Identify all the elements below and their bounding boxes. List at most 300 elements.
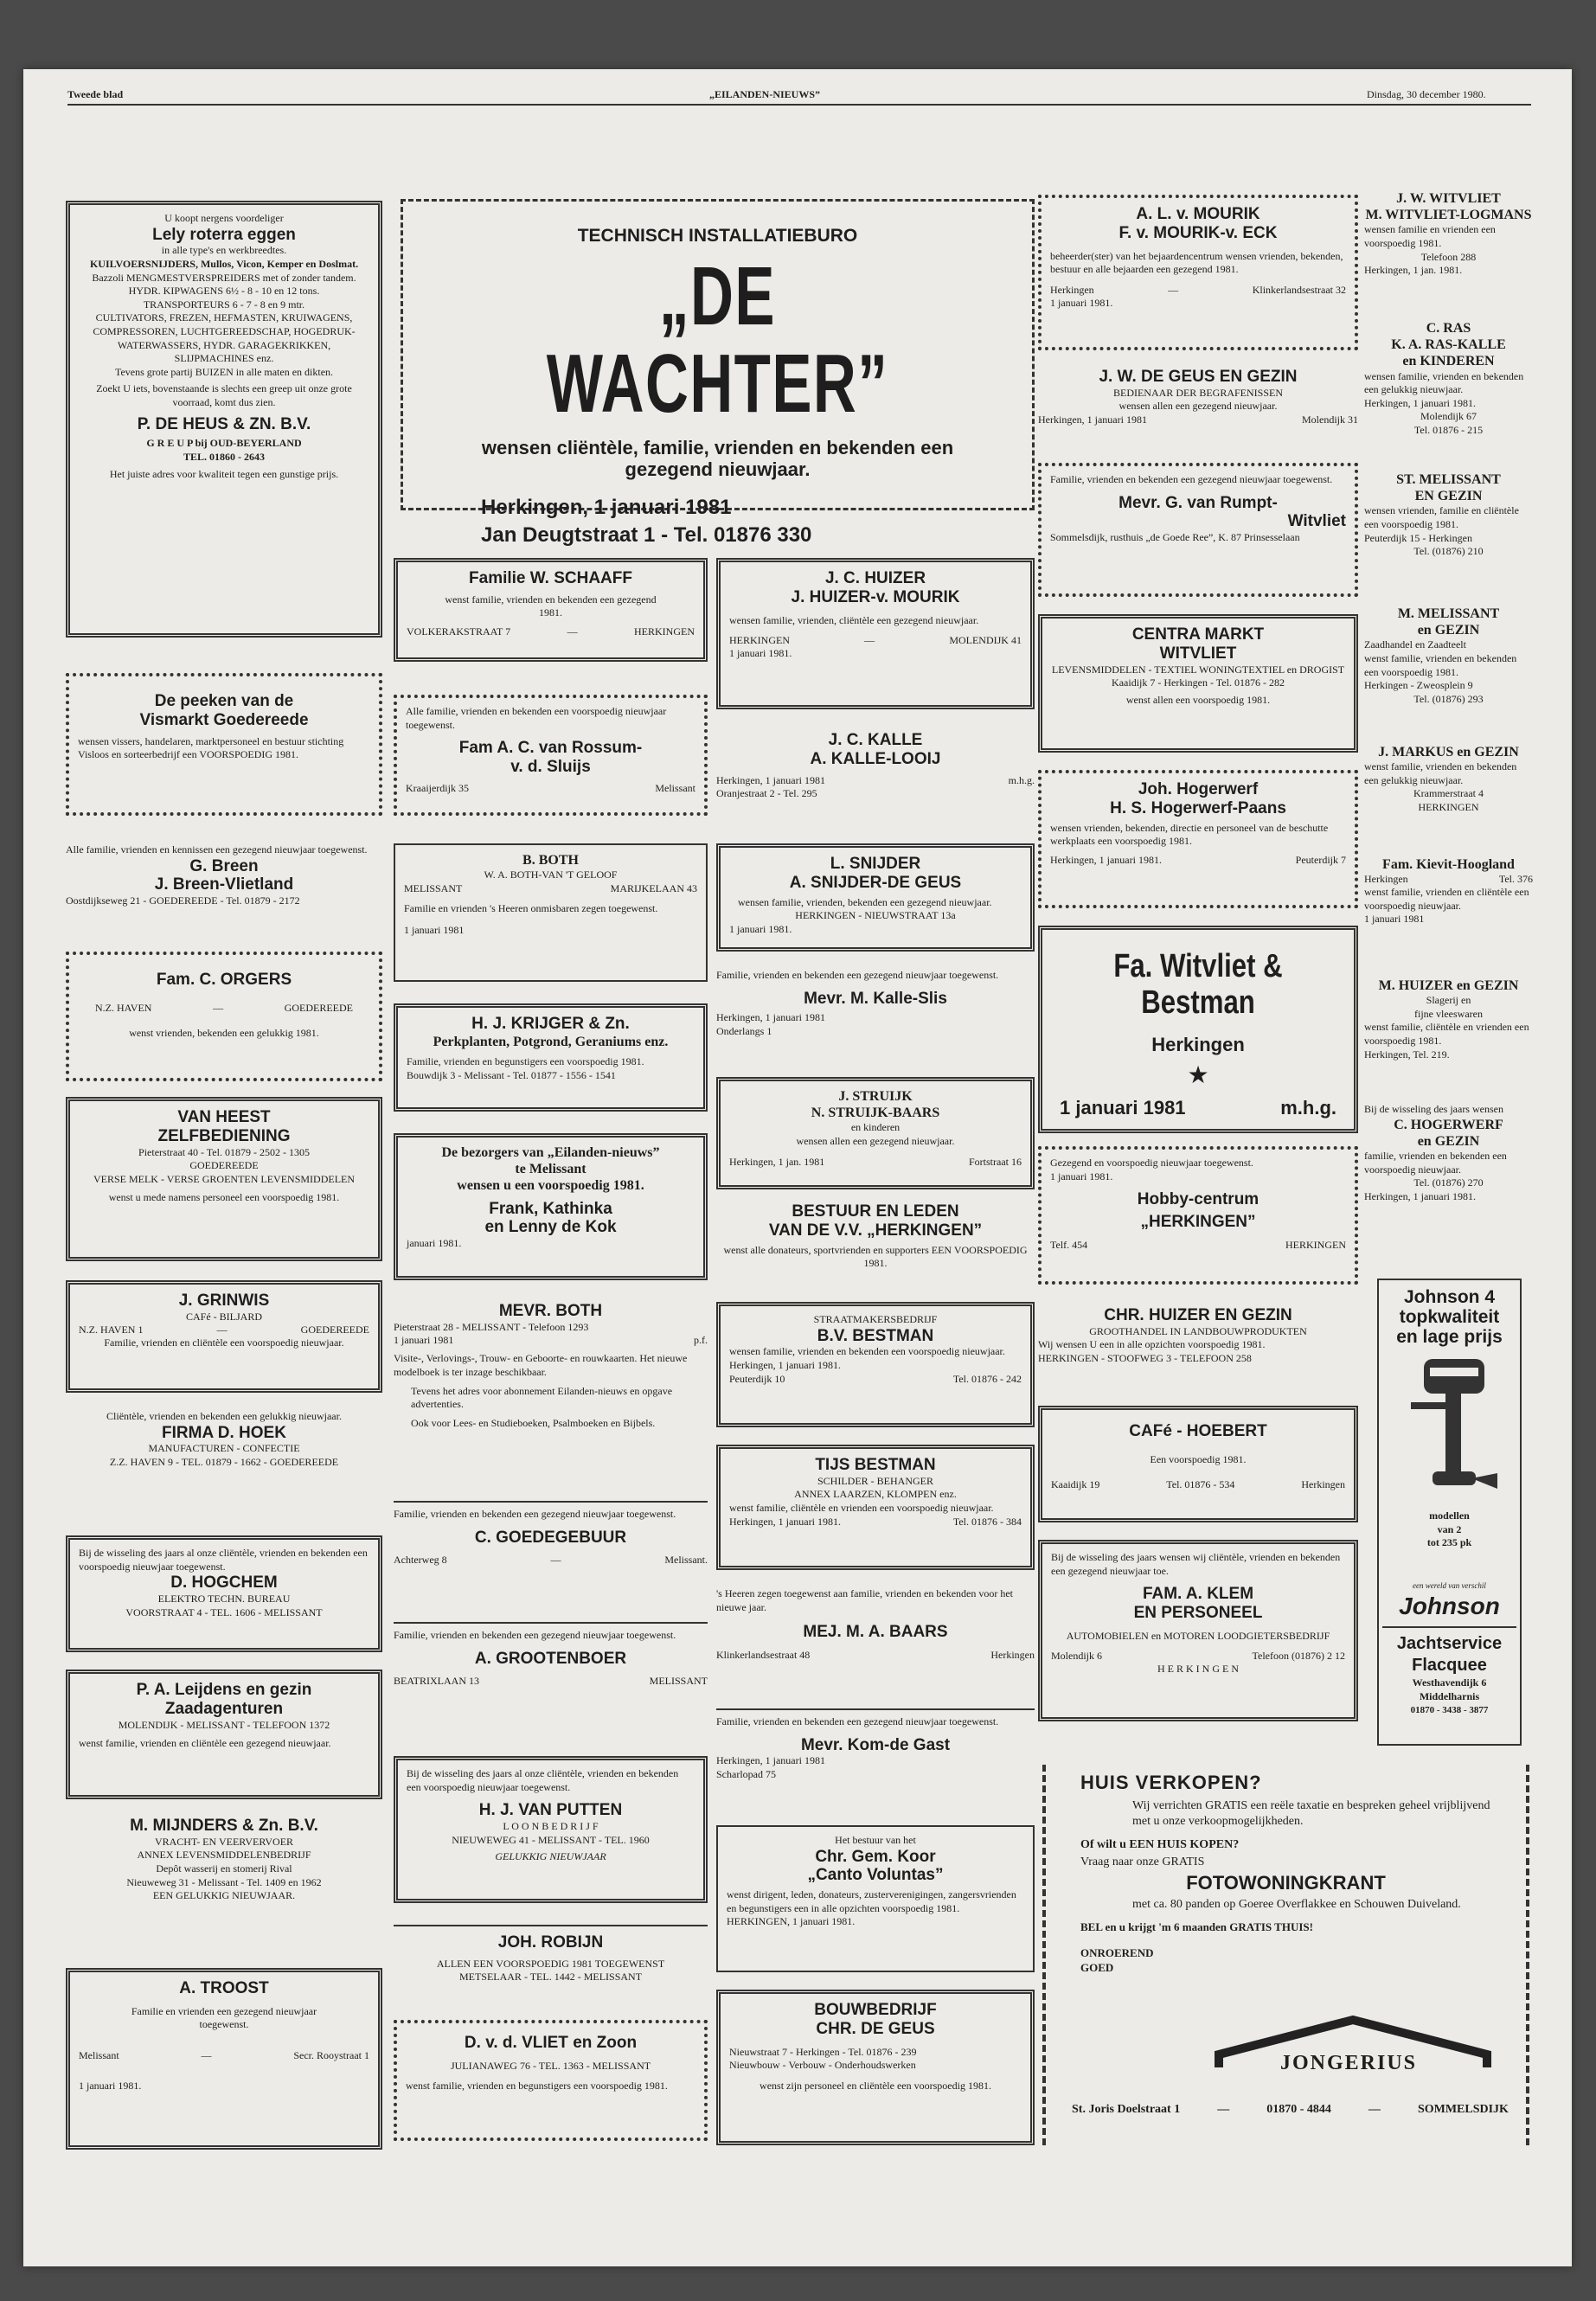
- ad-phone: Tel. 01876 - 215: [1413, 423, 1484, 436]
- ad-address: Peuterdijk 10: [729, 1372, 785, 1385]
- ad-title: en KINDEREN: [1402, 354, 1495, 369]
- ad-text: wensen allen een gezegend nieuwjaar.: [796, 1134, 955, 1147]
- ad-text: Visite-, Verlovings-, Trouw- en Geboorte- en rouwkaarten. Het nieuwe modelboek is ter inzage beschikbaar.: [394, 1352, 688, 1379]
- ad-title: M. MIJNDERS & Zn. B.V.: [130, 1817, 318, 1835]
- ad-text: wensen familie, vrienden, bekenden een gezegend nieuwjaar.: [738, 895, 992, 908]
- ad-date: 1 januari 1981: [394, 1334, 454, 1347]
- ad-title: K. A. RAS-KALLE: [1391, 337, 1506, 353]
- ad-title: Vismarkt Goedereede: [139, 710, 309, 729]
- ad-orgers: Fam. C. ORGERS N.Z. HAVEN — GOEDEREEDE wenst vrienden, bekenden een gelukkig 1981.: [66, 952, 382, 1081]
- ad-place: MELISSANT: [404, 881, 463, 894]
- ad-text: tot 235 pk: [1426, 1536, 1472, 1549]
- ad-text: Nieuwbouw - Verbouw - Onderhoudswerken: [729, 2059, 916, 2072]
- ad-peeken: [66, 673, 382, 816]
- ad-m-huizer: [1364, 977, 1533, 1081]
- ad-address: Z.Z. HAVEN 9 - TEL. 01879 - 1662 - GOEDEREEDE: [109, 1456, 339, 1469]
- ad-company: Flacquee: [1412, 1656, 1487, 1676]
- ad-title: „HERKINGEN”: [1140, 1213, 1256, 1232]
- ad-text: Wij verrichten GRATIS een reële taxatie en bespreken geheel vrijblijvend met u onze verkoopmogelijkheden.: [1132, 1799, 1490, 1829]
- ad-title: Chr. Gem. Koor: [815, 1847, 936, 1866]
- ad-johnson: [1377, 1279, 1522, 1746]
- ad-title: H. J. KRIJGER & Zn.: [471, 1015, 630, 1033]
- ad-place: GOEDEREEDE: [189, 1159, 259, 1172]
- ad-title: en Lenny de Kok: [484, 1218, 617, 1237]
- ad-title: v. d. Sluijs: [510, 758, 591, 777]
- ad-title: J. GRINWIS: [178, 1292, 270, 1310]
- ad-text: VRACHT- EN VEERVERVOER: [154, 1835, 294, 1848]
- ad-text: en kinderen: [850, 1121, 901, 1134]
- ad-text: Bij de wisseling des jaars al onze cliëntèle, vrienden en bekenden een voorspoedig nieuwjaar toegewenst.: [407, 1767, 679, 1793]
- ad-title: CENTRA MARKT: [1131, 625, 1265, 644]
- ad-robijn: [394, 1925, 708, 2003]
- ad-title: EN PERSONEEL: [1133, 1604, 1263, 1623]
- ad-klem: [1038, 1540, 1358, 1721]
- ad-text: wenst dirigent, leden, donateurs, zusterverenigingen, zangersvrienden en begunstigers een in alle opzichten voorspoedig 1981.: [727, 1888, 1016, 1914]
- ad-title: M. HUIZER en GEZIN: [1378, 978, 1519, 993]
- ad-place: Melissant: [79, 2049, 119, 2062]
- ad-title: JOH. ROBIJN: [497, 1933, 604, 1952]
- ad-kalle-slis: [716, 969, 1035, 1077]
- ad-text: GELUKKIG NIEUWJAAR: [495, 1850, 606, 1863]
- ad-address: Jan Deugtstraat 1 - Tel. 01876 330: [481, 522, 812, 547]
- ad-address: Kaaidijk 19: [1051, 1478, 1100, 1491]
- ad-title: M. WITVLIET-LOGMANS: [1365, 208, 1532, 223]
- outboard-motor-icon: [1385, 1350, 1515, 1506]
- ad-place: Middelharnis: [1419, 1689, 1480, 1702]
- ad-title: Fam. Kievit-Hoogland: [1382, 857, 1515, 872]
- ad-text: Of wilt u EEN HUIS KOPEN?: [1080, 1837, 1240, 1851]
- ad-text: wensen u een voorspoedig 1981.: [457, 1178, 644, 1194]
- ad-subtitle: L O O N B E D R I J F: [503, 1820, 599, 1833]
- ad-breen: [66, 843, 382, 939]
- ad-grootenboer: [394, 1622, 708, 1721]
- ad-title: Zaadagenturen: [164, 1699, 284, 1718]
- ad-date: Herkingen, 1 januari 1981.: [729, 1515, 841, 1528]
- ad-text: 's Heeren zegen toegewenst aan familie, vrienden en bekenden voor het nieuwe jaar.: [716, 1587, 1014, 1613]
- ad-markus: [1364, 744, 1533, 843]
- ad-place: HERKINGEN: [634, 625, 695, 638]
- ad-address: MOLENDIJK - MELISSANT - TELEFOON 1372: [118, 1718, 330, 1731]
- ad-title: VAN HEEST: [177, 1108, 271, 1126]
- ad-place: Herkingen: [1364, 873, 1408, 886]
- ad-address: METSELAAR - TEL. 1442 - MELISSANT: [458, 1971, 643, 1984]
- ad-place: Herkingen: [1050, 283, 1094, 296]
- ad-text: Familie, vrienden en bekenden een gezegend nieuwjaar toegewenst.: [394, 1629, 676, 1641]
- ad-kievit: [1364, 856, 1533, 960]
- ad-phone: Tel. (01876) 210: [1413, 545, 1484, 558]
- ad-date: 1 januari 1981: [404, 924, 465, 937]
- ad-title: Hobby-centrum: [1137, 1190, 1259, 1209]
- ad-title: Fa. Witvliet & Bestman: [1113, 948, 1283, 1021]
- ad-title: en GEZIN: [1417, 1133, 1480, 1149]
- ad-both: [394, 843, 708, 982]
- ad-title: C. RAS: [1426, 321, 1471, 336]
- ad-huizer: J. C. HUIZER J. HUIZER-v. MOURIK wensen familie, vrienden, cliëntèle een gezegend nieuwjaar. HERKINGEN — MOLENDIJK 41 1 januari 1981.: [716, 558, 1035, 709]
- ad-text: ANNEX LAARZEN, KLOMPEN enz.: [794, 1488, 957, 1501]
- ad-place: H E R K I N G E N: [1157, 1663, 1239, 1676]
- ad-jw-witvliet: [1364, 190, 1533, 303]
- ad-title: N. STRUIJK-BAARS: [811, 1106, 940, 1121]
- ad-title: Fam. C. ORGERS: [156, 971, 292, 989]
- ad-title: VAN DE V.V. „HERKINGEN”: [768, 1221, 983, 1240]
- ad-text: wenst familie, vrienden en cliëntèle een voorspoedig nieuwjaar.: [1364, 886, 1529, 912]
- ad-title: Joh. Hogerwerf: [1138, 780, 1259, 798]
- ad-text: Wij wensen U een in alle opzichten voorspoedig 1981.: [1038, 1338, 1266, 1351]
- ad-title: Frank, Kathinka: [489, 1199, 612, 1218]
- ad-address: Herkingen - Zweosplein 9: [1364, 679, 1473, 692]
- ad-place: Herkingen: [1301, 1478, 1345, 1491]
- ad-phone: Tel. 01876 - 242: [952, 1372, 1022, 1385]
- ad-date: Herkingen, 1 januari 1981.: [1364, 396, 1476, 409]
- ad-place: GOEDEREEDE: [300, 1324, 369, 1336]
- ad-title: BOUWBEDRIJF: [814, 2001, 937, 2019]
- ad-lely-roterra: [66, 201, 382, 638]
- ad-title: A. KALLE-LOOIJ: [810, 749, 941, 768]
- ad-text: wenst vrienden, bekenden een gelukkig 1981.: [129, 1026, 319, 1039]
- ad-chr-huizer: [1038, 1306, 1358, 1393]
- ad-text: Familie en vrienden een gezegend nieuwjaar toegewenst.: [131, 2004, 317, 2031]
- ad-snijder: [716, 843, 1035, 952]
- ad-van-heest: [66, 1097, 382, 1261]
- ad-address: JULIANAWEG 76 - TEL. 1363 - MELISSANT: [450, 2059, 651, 2072]
- ad-title: J. STRUIJK: [838, 1089, 913, 1104]
- ad-title: L. SNIJDER: [830, 855, 921, 873]
- ad-title: EN GEZIN: [1414, 489, 1483, 504]
- ad-date: Herkingen, 1 januari 1981: [1038, 413, 1147, 426]
- ad-text: in alle type's en werkbreedtes.: [161, 244, 287, 257]
- ad-text: CULTIVATORS, FREZEN, HEFMASTEN, KRUIWAGENS, COMPRESSOREN, LUCHTGEREEDSCHAP, HOGEDRUK-WATERWASSERS, HYDR. GARAGEKRIKKEN, SLIJPMACHINES enz.: [93, 311, 356, 365]
- ad-address: Molendijk 6: [1051, 1650, 1102, 1663]
- ad-text: Een voorspoedig 1981.: [1150, 1452, 1247, 1465]
- ad-title: A. TROOST: [179, 1979, 269, 1997]
- ad-subtitle: STRAATMAKERSBEDRIJF: [813, 1313, 938, 1325]
- ad-text: Familie, vrienden en bekenden een gezegend nieuwjaar toegewenst.: [394, 1508, 676, 1520]
- ad-slogan: een wereld van verschil: [1413, 1581, 1486, 1591]
- ad-subtitle: SCHILDER - BEHANGER: [817, 1474, 933, 1487]
- ad-address: Nieuweweg 31 - Melissant - Tel. 1409 en 1962: [126, 1875, 322, 1888]
- ad-phone: Tel. 01876 - 534: [1166, 1478, 1235, 1491]
- ad-van-rossum: [394, 695, 708, 816]
- ad-title: G. Breen: [189, 856, 259, 875]
- ad-grinwis: J. GRINWIS CAFé - BILJARD N.Z. HAVEN 1 — GOEDEREEDE Familie, vrienden en cliëntèle een voorspoedig nieuwjaar.: [66, 1280, 382, 1393]
- ad-title: MEVR. BOTH: [498, 1302, 603, 1320]
- ad-text: met ca. 80 panden op Goeree Overflakkee en Schouwen Duiveland.: [1132, 1898, 1461, 1912]
- ad-text: familie, vrienden en bekenden een voorspoedig nieuwjaar.: [1364, 1149, 1507, 1176]
- ad-text: Bij de wisseling des jaars al onze cliëntèle, vrienden en bekenden een voorspoedig nieuwjaar toegewenst.: [79, 1547, 368, 1573]
- ad-address: Oranjestraat 2 - Tel. 295: [716, 786, 817, 799]
- ad-van-rumpt: [1038, 463, 1358, 597]
- ad-text: wensen allen een gezegend nieuwjaar.: [1118, 400, 1278, 413]
- ad-phone: Tel. 01876 - 384: [952, 1515, 1022, 1528]
- ad-hogchem: [66, 1535, 382, 1652]
- ad-text: wensen cliëntèle, familie, vrienden en bekenden een gezegend nieuwjaar.: [481, 436, 954, 481]
- ad-struijk: [716, 1077, 1035, 1189]
- ad-date: Herkingen, 1 jan. 1981: [729, 1155, 825, 1168]
- ad-title: J. W. DE GEUS EN GEZIN: [1099, 368, 1298, 386]
- ad-date: 1 januari 1981.: [79, 2080, 142, 2093]
- ad-title: CHR. HUIZER EN GEZIN: [1104, 1306, 1292, 1324]
- ad-title: MEJ. M. A. BAARS: [803, 1623, 948, 1642]
- ad-title: J. Breen-Vlietland: [154, 875, 294, 894]
- ad-text: BEL en u krijgt 'm 6 maanden GRATIS THUIS!: [1080, 1920, 1313, 1933]
- ad-text: wenst zijn personeel en cliëntèle een voorspoedig 1981.: [760, 2079, 991, 2092]
- ad-text: Familie, vrienden en bekenden een gezegend nieuwjaar toegewenst.: [716, 1715, 999, 1727]
- ad-title: „Canto Voluntas”: [807, 1866, 944, 1885]
- ad-title: topkwaliteit: [1399, 1307, 1500, 1328]
- ad-text: Tevens grote partij BUIZEN in alle maten en dikten.: [114, 365, 334, 378]
- ad-date: Herkingen, 1 januari 1981: [716, 1754, 825, 1767]
- ad-text: Gezegend en voorspoedig nieuwjaar toegewenst.: [1050, 1157, 1253, 1169]
- ad-address: St. Joris Doelstraat 1: [1072, 2103, 1181, 2116]
- ad-title: A. SNIJDER-DE GEUS: [789, 873, 962, 892]
- ad-address: Oostdijkseweg 21 - GOEDEREEDE - Tel. 01879 - 2172: [66, 894, 300, 907]
- ad-address: BEATRIXLAAN 13: [394, 1675, 479, 1688]
- ad-van-putten: [394, 1756, 708, 1903]
- ad-phone: Pieterstraat 40 - Tel. 01879 - 2502 - 1305: [138, 1145, 310, 1158]
- ad-title: C. GOEDEGEBUUR: [474, 1528, 627, 1547]
- ad-phone: Telefoon 288: [1420, 250, 1477, 263]
- ad-address: N.Z. HAVEN 1: [79, 1324, 144, 1336]
- ad-text: wensen familie, vrienden en bekenden een voorspoedig nieuwjaar.: [729, 1345, 1005, 1358]
- ad-subtitle: TECHNISCH INSTALLATIEBURO: [577, 226, 858, 246]
- ad-st-melissant: [1364, 471, 1533, 593]
- ad-address: Klinkerlandsestraat 32: [1252, 283, 1346, 296]
- ad-text: G R E U P bij OUD-BEYERLAND: [146, 437, 302, 450]
- ad-text: wenst alle donateurs, sportvrienden en supporters EEN VOORSPOEDIG 1981.: [723, 1243, 1028, 1270]
- ad-title: Mevr. M. Kalle-Slis: [804, 989, 947, 1008]
- header-rule: [67, 104, 1531, 106]
- ad-text: Familie, vrienden en bekenden een gezegend nieuwjaar toegewenst.: [1050, 473, 1333, 485]
- ad-text: wenst u mede namens personeel een voorspoedig 1981.: [108, 1191, 340, 1204]
- ad-address: Molendijk 67: [1420, 410, 1477, 423]
- ad-title: WITVLIET: [1159, 644, 1237, 663]
- ad-date: Herkingen, 1 januari 1981: [716, 773, 825, 786]
- ad-phone: Tel. (01876) 270: [1413, 1176, 1484, 1189]
- ad-title: FAM. A. KLEM: [1142, 1585, 1254, 1604]
- ad-krijger: [394, 1003, 708, 1112]
- ad-text: Bazzoli MENGMESTVERSPREIDERS met of zonder tandem.: [92, 271, 356, 284]
- ad-title: „DE WACHTER”: [546, 250, 889, 430]
- ad-text: wenst familie, vrienden en begunstigers een voorspoedig 1981.: [406, 2080, 668, 2093]
- ad-text: EEN GELUKKIG NIEUWJAAR.: [152, 1889, 296, 1902]
- ad-text: Familie, vrienden en bekenden een gezegend nieuwjaar toegewenst.: [716, 969, 999, 981]
- ad-title: en lage prijs: [1396, 1327, 1503, 1348]
- ad-address: HERKINGEN - NIEUWSTRAAT 13a: [795, 909, 956, 922]
- ad-phone: 01870 - 4844: [1266, 2103, 1331, 2116]
- ad-address: Onderlangs 1: [716, 1025, 772, 1038]
- ad-text: U koopt nergens voordeliger: [164, 212, 284, 224]
- ad-text: wensen familie en vrienden een voorspoedig 1981.: [1364, 223, 1496, 249]
- ad-chr-de-geus: [716, 1990, 1035, 2145]
- ad-text: wenst allen een voorspoedig 1981.: [1125, 693, 1271, 706]
- ad-subtitle: Perkplanten, Potgrond, Geraniums enz.: [433, 1034, 669, 1049]
- ad-company: P. DE HEUS & ZN. B.V.: [137, 414, 311, 433]
- ad-place: GOEDEREEDE: [284, 1001, 353, 1014]
- ad-date: 1 januari 1981.: [1050, 1170, 1113, 1183]
- ad-text: wenst familie, cliëntèle en vrienden een voorspoedig nieuwjaar.: [729, 1502, 994, 1515]
- ad-text: wenst familie, vrienden en cliëntèle een gezegend nieuwjaar.: [79, 1737, 331, 1750]
- ad-tijs-bestman: [716, 1445, 1035, 1570]
- ad-text: Zaadhandel en Zaadteelt: [1364, 638, 1466, 651]
- ad-title: Mevr. G. van Rumpt-: [1118, 493, 1278, 512]
- ad-address: MOLENDIJK 41: [949, 634, 1022, 647]
- ad-vv-herkingen: [716, 1202, 1035, 1298]
- ad-hogerwerf: [1038, 770, 1358, 908]
- ad-title: A. GROOTENBOER: [474, 1649, 627, 1668]
- ad-text: modellen: [1429, 1509, 1470, 1522]
- ad-title: Fam A. C. van Rossum-: [458, 739, 643, 758]
- ad-address: Kraaijerdijk 35: [406, 781, 469, 794]
- ad-kom-de-gast: [716, 1708, 1035, 1808]
- ad-text: Alle familie, vrienden en kennissen een gezegend nieuwjaar toegewenst.: [66, 843, 368, 856]
- ad-troost: A. TROOST Familie en vrienden een gezegend nieuwjaar toegewenst. Melissant — Secr. Rooystraat 1 1 januari 1981.: [66, 1968, 382, 2150]
- newspaper-name: „EILANDEN-NIEUWS”: [709, 88, 821, 100]
- ad-place: Herkingen: [990, 1649, 1035, 1662]
- ad-date: 1 januari 1981.: [729, 922, 792, 935]
- ad-text: p.f.: [694, 1334, 708, 1347]
- ad-subtitle: GROOTHANDEL IN LANDBOUWPRODUKTEN: [1089, 1324, 1307, 1337]
- ad-date: Herkingen, 1 jan. 1981.: [1364, 264, 1463, 277]
- ad-title: C. HOGERWERF: [1394, 1117, 1503, 1132]
- ad-title: J. C. KALLE: [828, 731, 923, 749]
- ad-witvliet-bestman: [1038, 926, 1358, 1133]
- ad-c-hogerwerf: [1364, 1103, 1533, 1233]
- ad-address: Fortstraat 16: [969, 1155, 1022, 1168]
- ad-text: Zoekt U iets, bovenstaande is slechts een greep uit onze grote voorraad, komt dus zien.: [96, 382, 352, 408]
- ad-address: Molendijk 31: [1302, 413, 1358, 426]
- ad-text: wenst familie, cliëntèle en vrienden een voorspoedig 1981.: [1364, 1021, 1529, 1047]
- ad-title: Mevr. Kom-de Gast: [800, 1735, 951, 1754]
- ad-text: Slagerij en: [1426, 994, 1471, 1007]
- ad-text: wenst familie, vrienden en bekenden een gelukkig nieuwjaar.: [1364, 760, 1517, 786]
- ad-de-kok: [394, 1133, 708, 1280]
- ad-text: Cliëntèle, vrienden en bekenden een gelukkig nieuwjaar.: [106, 1410, 342, 1422]
- ad-text: fijne vleeswaren: [1414, 1007, 1483, 1020]
- ad-date: Herkingen, 1 januari 1981: [716, 1011, 825, 1024]
- ad-ras: [1364, 320, 1533, 454]
- ad-address: Scharlopad 75: [716, 1768, 776, 1781]
- ad-text: HYDR. KIPWAGENS 6½ - 8 - 10 en 12 tons.: [128, 285, 320, 298]
- ad-address: Kaaidijk 7 - Herkingen - Tel. 01876 - 282: [1112, 676, 1285, 689]
- ad-text: Tevens het adres voor abonnement Eilanden-nieuws en opgave advertenties.: [411, 1384, 673, 1411]
- ad-text: wensen vrienden, familie en cliëntèle een voorspoedig 1981.: [1364, 504, 1519, 530]
- ad-text: Het bestuur van het: [835, 1834, 916, 1846]
- ad-address: Pieterstraat 28 - MELISSANT - Telefoon 1293: [394, 1320, 589, 1333]
- ad-hoek: [66, 1410, 382, 1505]
- ad-jw-de-geus: [1038, 368, 1358, 454]
- ad-place: HERKINGEN: [729, 634, 790, 647]
- ad-mijnders: [66, 1817, 382, 1938]
- ad-title: en GEZIN: [1417, 623, 1480, 638]
- ad-text: wensen familie, vrienden en bekenden een gelukkig nieuwjaar.: [1364, 369, 1524, 396]
- ad-title: CAFé - HOEBERT: [1129, 1422, 1267, 1440]
- ad-place: HERKINGEN: [1285, 1238, 1346, 1251]
- ad-title: J. HUIZER-v. MOURIK: [791, 587, 960, 606]
- ad-title: J. C. HUIZER: [824, 569, 926, 587]
- ad-text: CAFé - BILJARD: [185, 1310, 262, 1323]
- ad-text: TRANSPORTEURS 6 - 7 - 8 en 9 mtr.: [143, 298, 305, 311]
- ad-date: 1 januari 1981.: [729, 647, 792, 660]
- ad-address: NIEUWEWEG 41 - MELISSANT - TEL. 1960: [452, 1833, 650, 1846]
- ad-goedegebuur: Familie, vrienden en bekenden een gezegend nieuwjaar toegewenst. C. GOEDEGEBUUR Achterweg 8 — Melissant.: [394, 1501, 708, 1605]
- ad-text: Bij de wisseling des jaars wensen: [1364, 1103, 1503, 1115]
- ad-text: VERSE MELK - VERSE GROENTEN LEVENSMIDDELEN: [93, 1172, 356, 1185]
- ad-text: wenst familie, vrienden en bekenden een voorspoedig 1981.: [1364, 651, 1517, 678]
- ad-hobby-centrum: [1038, 1146, 1358, 1285]
- ad-address: VOLKERAKSTRAAT 7: [407, 625, 511, 638]
- ad-title: FOTOWONINGKRANT: [1186, 1872, 1386, 1894]
- ad-title: Familie W. SCHAAFF: [469, 569, 632, 587]
- ad-date: Herkingen, 1 januari 1981: [481, 496, 732, 520]
- ad-address: VOORSTRAAT 4 - TEL. 1606 - MELISSANT: [125, 1606, 323, 1618]
- ad-title: ZELFBEDIENING: [157, 1126, 291, 1145]
- ad-jongerius: HUIS VERKOPEN? Wij verrichten GRATIS een reële taxatie en bespreken geheel vrijblijvend met u onze verkoopmogelijkheden. Of wilt u EEN HUIS KOPEN? Vraag naar onze GRATIS FOTOWONINGKRANT met ca. 80 panden op Goeree Overflakkee en Schouwen Duiveland. BEL en u krijgt 'm 6 maanden GRATIS THUIS! ONROEREND GOED JONGERIUS St. Joris Doelstraat 1 — 01870 - 4844 — SOMMELSDIJK: [1042, 1765, 1529, 2145]
- star-icon: ★: [1187, 1061, 1209, 1089]
- ad-title: Witvliet: [1287, 512, 1346, 531]
- ad-title: P. A. Leijdens en gezin: [136, 1681, 312, 1699]
- ad-text: wensen familie, vrienden, cliëntèle een gezegend nieuwjaar.: [729, 613, 979, 626]
- ad-phone: 01870 - 3438 - 3877: [1410, 1704, 1489, 1715]
- ad-de-wachter: [401, 199, 1035, 547]
- ad-text: Alle familie, vrienden en bekenden een voorspoedig nieuwjaar toegewenst.: [406, 705, 667, 731]
- ad-date: 1 januari 1981: [1364, 913, 1425, 926]
- ad-title: D. HOGCHEM: [170, 1574, 278, 1593]
- ad-text: AUTOMOBIELEN en MOTOREN LOODGIETERSBEDRIJF: [1066, 1629, 1330, 1642]
- ad-title: J. W. WITVLIET: [1396, 191, 1501, 206]
- ad-text: wensen vrienden, bekenden, directie en personeel van de beschutte werkplaats een voorspoedig 1981.: [1050, 821, 1329, 848]
- ad-date: HERKINGEN, 1 januari 1981.: [727, 1915, 856, 1928]
- ad-phone: Tel. 376: [1498, 873, 1533, 886]
- ad-address: Nieuwstraat 7 - Herkingen - Tel. 01876 - 239: [729, 2045, 917, 2058]
- ad-place: HERKINGEN: [1418, 800, 1479, 813]
- ad-text: MANUFACTUREN - CONFECTIE: [148, 1442, 300, 1455]
- ad-place: SOMMELSDIJK: [1417, 2103, 1509, 2116]
- ad-title: F. v. MOURIK-v. ECK: [1118, 223, 1278, 242]
- ad-date: januari 1981.: [407, 1237, 462, 1250]
- ad-place: Melissant: [655, 781, 695, 794]
- ad-date: 1 januari 1981.: [1050, 296, 1113, 309]
- ad-title: BESTUUR EN LEDEN: [792, 1202, 959, 1221]
- ad-address: Krammerstraat 4: [1413, 787, 1484, 800]
- ad-place: Melissant.: [664, 1554, 708, 1567]
- page-label: Tweede blad: [67, 88, 124, 100]
- ad-title: B.V. BESTMAN: [817, 1326, 934, 1345]
- ad-kalle: [716, 731, 1035, 826]
- ad-place: MELISSANT: [649, 1675, 708, 1688]
- ad-title: TIJS BESTMAN: [815, 1456, 936, 1474]
- ad-title: W. A. BOTH-VAN 'T GELOOF: [484, 868, 618, 881]
- ad-title: HUIS VERKOPEN?: [1080, 1772, 1262, 1793]
- ad-date: Herkingen, 1 januari 1981.: [729, 1359, 841, 1372]
- ad-text: ONROEREND: [1080, 1946, 1154, 1960]
- ad-leijdens: [66, 1670, 382, 1799]
- page-date: Dinsdag, 30 december 1980.: [1367, 88, 1486, 100]
- ad-text: Familie en vrienden 's Heeren onmisbaren zegen toegewenst.: [404, 901, 658, 914]
- ad-address: Peuterdijk 15 - Herkingen: [1364, 531, 1472, 544]
- ad-subtitle: BEDIENAAR DER BEGRAFENISSEN: [1112, 386, 1283, 399]
- ad-phone: TEL. 01860 - 2643: [183, 451, 265, 463]
- ad-text: ALLEN EEN VOORSPOEDIG 1981 TOEGEWENST: [436, 1957, 665, 1970]
- ad-text: Ook voor Lees- en Studieboeken, Psalmboeken en Bijbels.: [411, 1416, 656, 1429]
- ad-centra-markt: [1038, 614, 1358, 753]
- ad-text: GOED: [1080, 1961, 1114, 1975]
- ad-schaaff: Familie W. SCHAAFF wenst familie, vrienden en bekenden een gezegend 1981. VOLKERAKSTRAAT 7 — HERKINGEN: [394, 558, 708, 662]
- johnson-logo: Johnson: [1399, 1593, 1500, 1620]
- ad-date: Herkingen, 1 januari 1981.: [1364, 1189, 1476, 1202]
- ad-phone: Telefoon (01876) 2 12: [1252, 1650, 1345, 1663]
- ad-title: J. MARKUS en GEZIN: [1378, 745, 1519, 760]
- ad-title: D. v. d. VLIET en Zoon: [464, 2034, 638, 2052]
